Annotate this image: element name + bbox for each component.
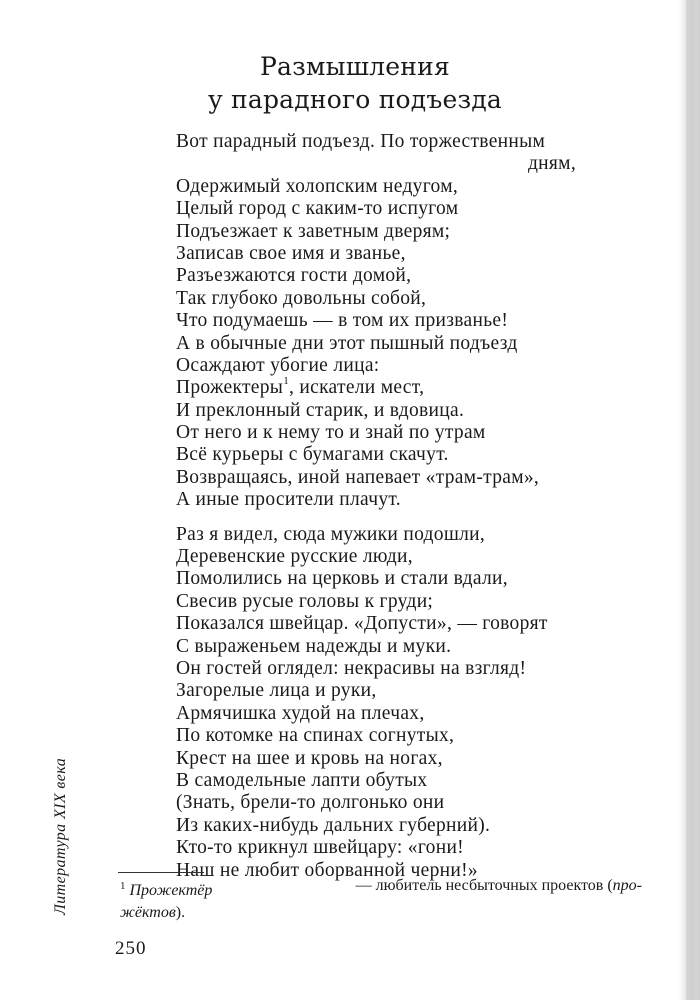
poem-line: Помолились на церковь и стали вдали, [176, 568, 508, 590]
poem-line-end: , искатели мест, [289, 377, 425, 399]
poem-line: Наш не любит оборванной черни!» [176, 859, 478, 881]
footnote-term: Прожектёр [129, 882, 213, 899]
poem-line [176, 377, 606, 399]
poem-line-start: Прожектеры [176, 377, 284, 399]
footnote-end: ). [175, 904, 186, 921]
poem-line: С выраженьем надежды и муки. [176, 635, 452, 657]
poem-line: Так глубоко довольны собой, [176, 287, 427, 309]
footnote [120, 875, 642, 924]
section-caption: Литература XIX века [52, 757, 69, 915]
poem-line-continuation: дням, [527, 153, 576, 175]
poem-line: Что подумаешь — в том их призванье! [176, 310, 509, 332]
poem-line: Осаждают убогие лица: [176, 354, 380, 376]
footnote-term-group [120, 875, 212, 902]
poem-line: В самодельные лапти обутых [176, 769, 428, 791]
poem-line: Загорелые лица и руки, [176, 680, 377, 702]
footnote-line-2 [120, 902, 642, 924]
poem-line: Кто-то крикнул швейцару: «гони! [176, 837, 464, 859]
poem-title [190, 50, 520, 116]
stanza-2 [176, 524, 606, 882]
poem-title-line-2: у парадного подъезда [207, 85, 503, 114]
poem-line: Армячишка худой на плечах, [176, 702, 425, 724]
footnote-line-1 [120, 875, 642, 902]
page-edge-inner [686, 0, 694, 1000]
poem-body [176, 131, 606, 882]
poem-line: Одержимый холопским недугом, [176, 175, 459, 197]
poem-line: По котомке на спинах согнутых, [176, 725, 455, 747]
poem-line: А иные просители плачут. [176, 489, 401, 511]
poem-line: Возвращаясь, иной напевает «трам-трам», [176, 466, 540, 488]
poem-line: А в обычные дни этот пышный подъезд [176, 332, 518, 354]
poem-line: Записав свое имя и званье, [176, 242, 406, 264]
poem-line: Вот парадный подъезд. По торжественным [176, 131, 546, 152]
page-number: 250 [115, 938, 147, 959]
footnote-text: — любитель несбыточных проектов ( [355, 877, 613, 894]
poem-line: Целый город с каким-то испугом [176, 198, 459, 220]
poem-line: Раз я видел, сюда мужики подошли, [176, 523, 486, 545]
stanza-1 [176, 131, 606, 512]
poem-line: Показался швейцар. «Допусти», — говорят [176, 613, 548, 635]
poem-line: Разъезжаются гости домой, [176, 265, 412, 287]
poem-line: Деревенские русские люди, [176, 546, 413, 568]
footnote-term-2-part-1: про- [612, 877, 642, 894]
poem-line: Он гостей оглядел: некрасивы на взгляд! [176, 657, 527, 679]
poem-line: Всё курьеры с бумагами скачут. [176, 444, 449, 466]
poem-line: Крест на шее и кровь на ногах, [176, 747, 443, 769]
poem-line: От него и к нему то и знай по утрам [176, 422, 486, 444]
footnote-definition [356, 875, 642, 902]
footnote-term-2-part-2: жёктов [120, 904, 176, 921]
footnote-reference: 1 [283, 375, 290, 388]
poem-line: Свесив русые головы к груди; [176, 590, 434, 612]
poem-line: Подъезжает к заветным дверям; [176, 220, 451, 242]
poem-line: (Знать, брели-то долгонько они [176, 792, 445, 814]
footnote-number: 1 [120, 880, 126, 892]
poem-line: Из каких-нибудь дальних губерний). [176, 814, 491, 836]
poem-line: И преклонный старик, и вдовица. [176, 399, 465, 421]
stanza-gap [176, 512, 606, 524]
footnote-divider [118, 872, 204, 873]
page-edge-shadow [678, 0, 700, 1000]
poem-title-line-1: Размышления [260, 52, 450, 81]
